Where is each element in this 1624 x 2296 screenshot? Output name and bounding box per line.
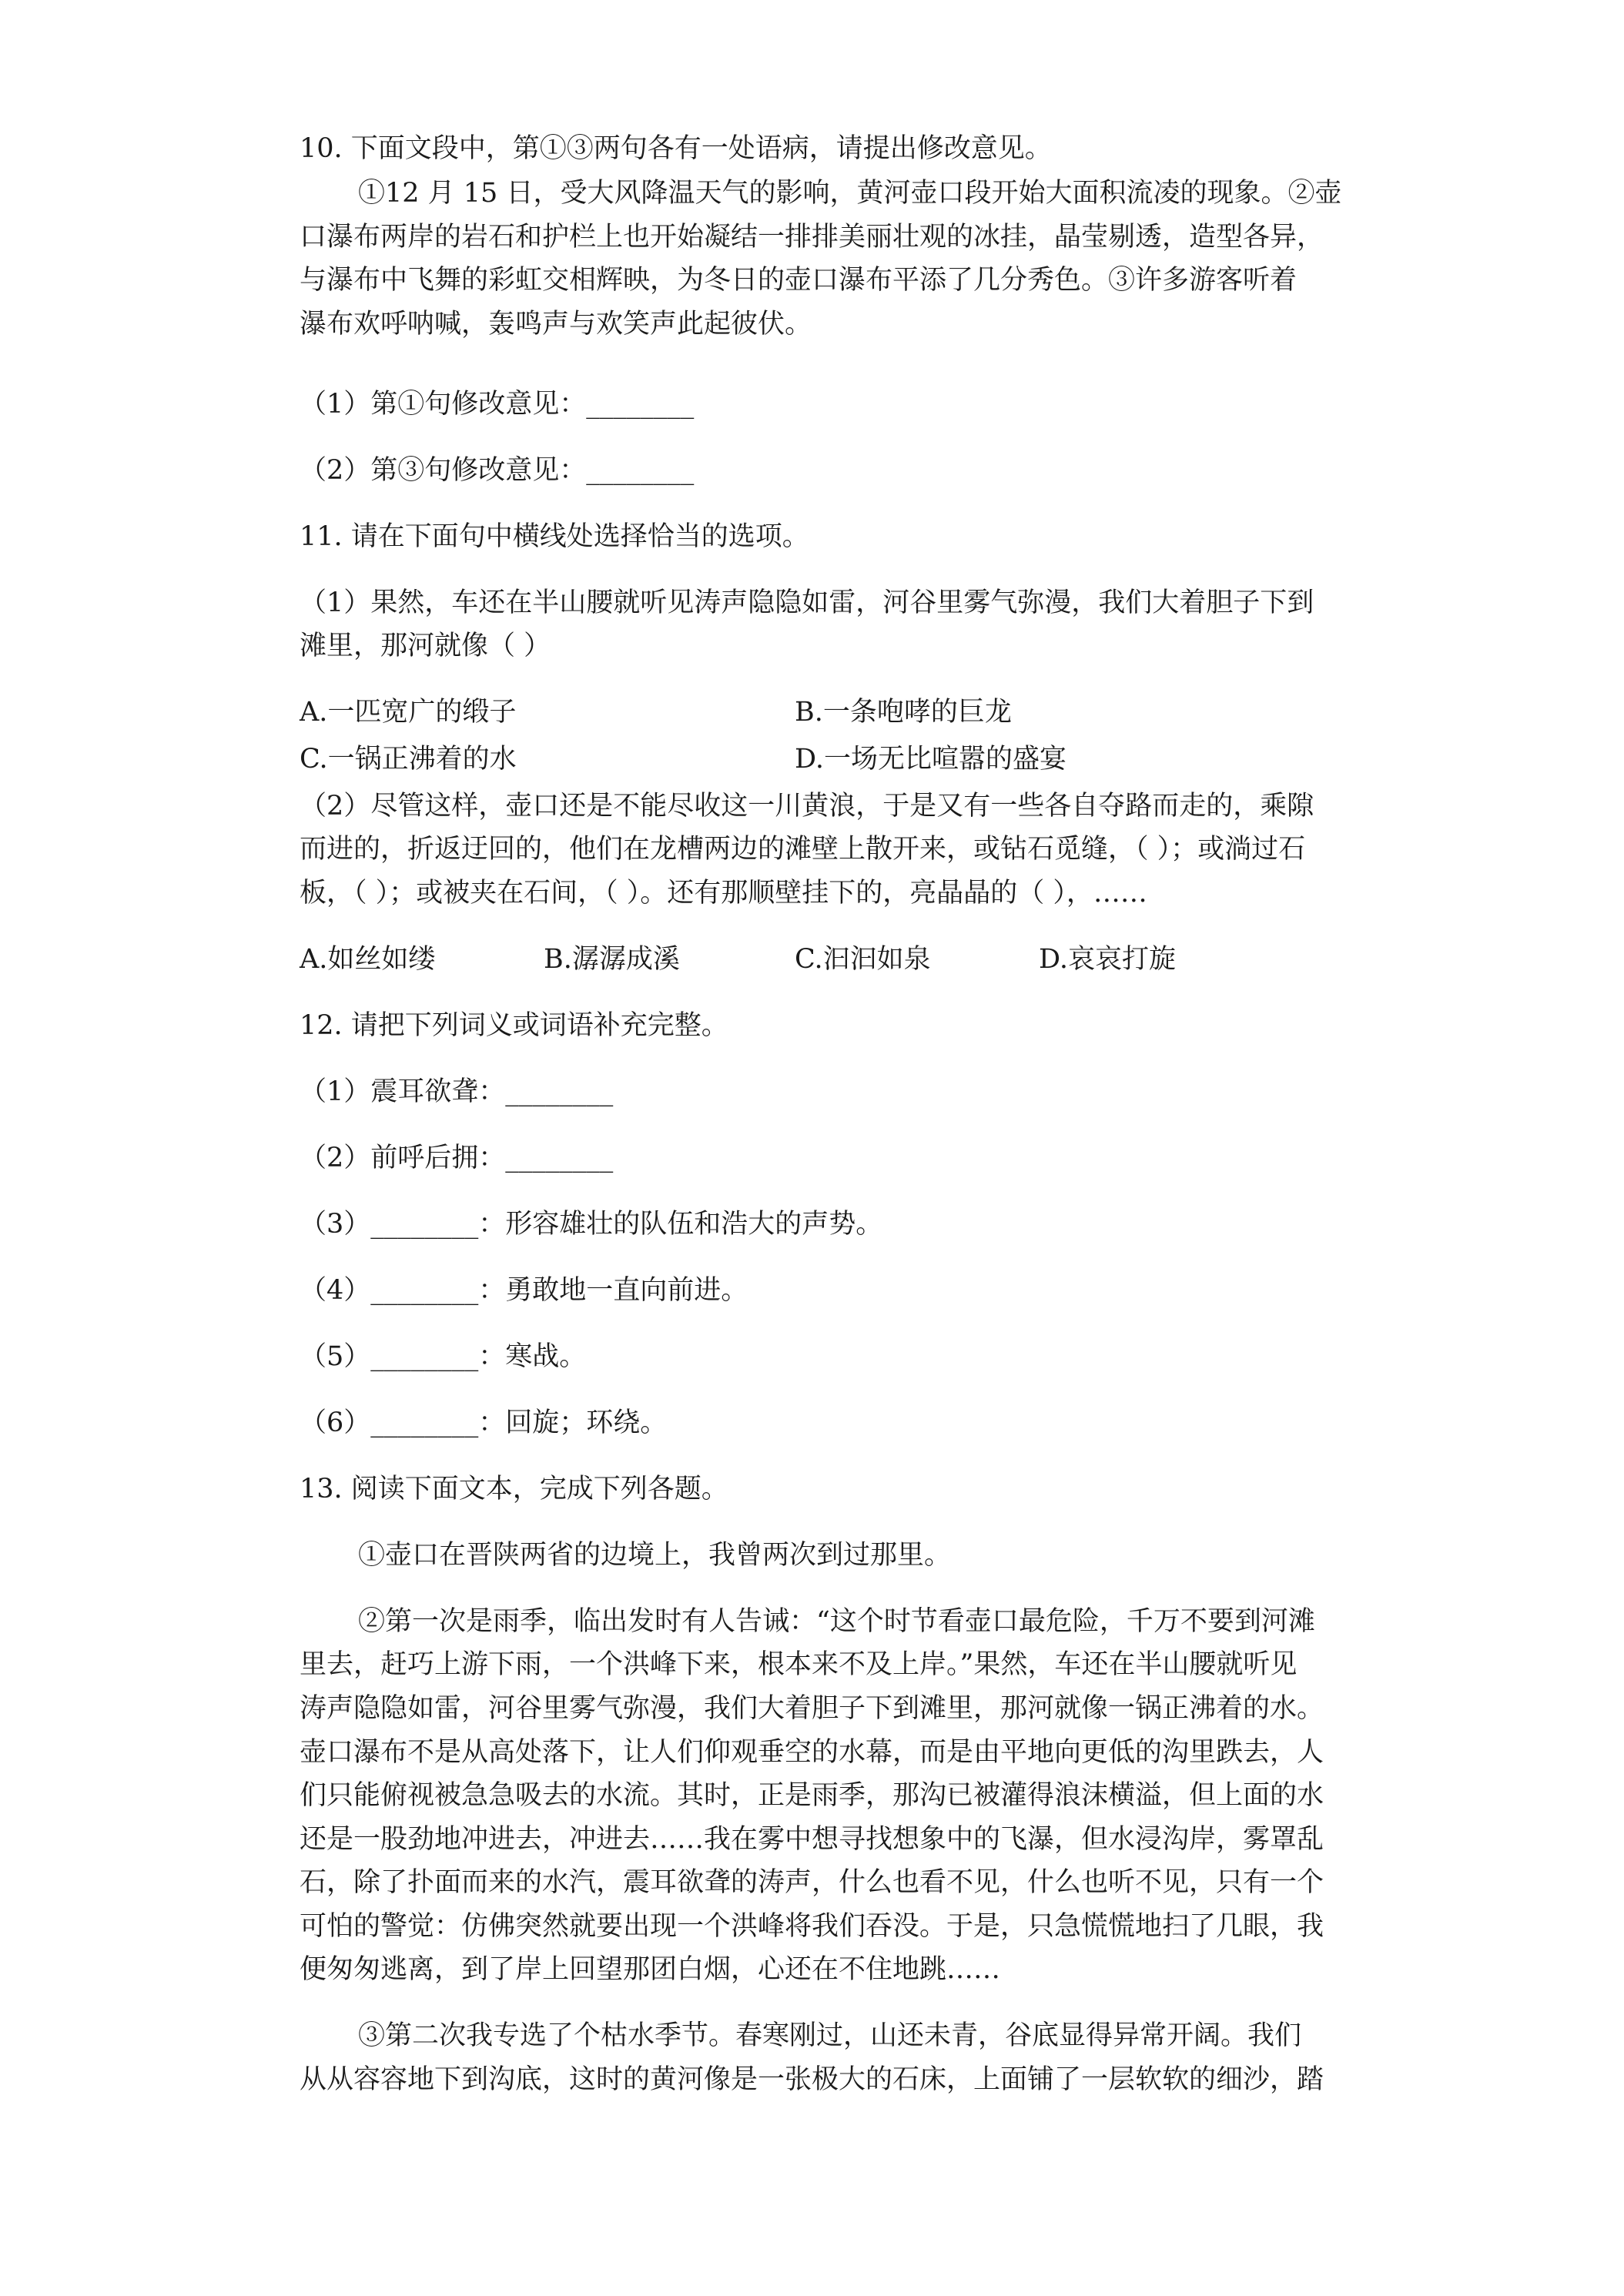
q12-item: （4）________：勇敢地一直向前进。 [300,1275,748,1306]
q10-passage-line: 口瀑布两岸的岩石和护栏上也开始凝结一排排美丽壮观的冰挂，晶莹剔透，造型各异， [300,222,1324,253]
q13-paragraph-2-line: 可怕的警觉：仿佛突然就要出现一个洪峰将我们吞没。于是，只急慌慌地扫了几眼，我 [300,1911,1324,1942]
q10-subquestion-1: （1）第①句修改意见：________ [300,389,695,420]
q13-paragraph-2-line: 还是一股劲地冲进去，冲进去……我在雾中想寻找想象中的飞瀑，但水浸沟岸，雾罩乱 [300,1824,1324,1855]
q13-paragraph-2-line: 便匆匆逃离，到了岸上回望那团白烟，心还在不住地跳…… [300,1954,1001,1985]
q12-item: （6）________：回旋；环绕。 [300,1407,668,1438]
q10-passage-line: 瀑布欢呼呐喊，轰鸣声与欢笑声此起彼伏。 [300,309,812,340]
q12-item: （5）________：寒战。 [300,1341,587,1372]
q10-passage-line: ①12 月 15 日，受大风降温天气的影响，黄河壶口段开始大面积流凌的现象。②壶 [358,178,1342,209]
q10-subquestion-2: （2）第③句修改意见：________ [300,455,695,486]
q13-paragraph-2-line: 里去，赶巧上游下雨，一个洪峰下来，根本来不及上岸。”果然，车还在半山腰就听见 [300,1649,1298,1680]
q13-paragraph-3-line: 从从容容地下到沟底，这时的黄河像是一张极大的石床，上面铺了一层软软的细沙，踏 [300,2064,1324,2095]
q13-paragraph-2-line: 们只能俯视被急急吸去的水流。其时，正是雨季，那沟已被灌得浪沫横溢，但上面的水 [300,1780,1324,1811]
q11-part2-line: （2）尽管这样，壶口还是不能尽收这一川黄浪，于是又有一些各自夺路而走的，乘隙 [300,791,1314,822]
q13-paragraph-1: ①壶口在晋陕两省的边境上，我曾两次到过那里。 [358,1540,952,1571]
q11-title: 11. 请在下面句中横线处选择恰当的选项。 [300,521,809,552]
q11-part1-line: 滩里，那河就像（ ） [300,631,551,661]
q12-item: （2）前呼后拥：________ [300,1143,614,1173]
q11-part1-option-c: C.一锅正沸着的水 [300,744,517,775]
q12-title: 12. 请把下列词义或词语补充完整。 [300,1010,728,1041]
q13-title: 13. 阅读下面文本，完成下列各题。 [300,1474,728,1504]
q13-paragraph-2-line: 石，除了扑面而来的水汽，震耳欲聋的涛声，什么也看不见，什么也听不见，只有一个 [300,1867,1324,1898]
q11-part2-option-a: A.如丝如缕 [300,944,436,975]
q13-paragraph-2-line: 涛声隐隐如雷，河谷里雾气弥漫，我们大着胆子下到滩里，那河就像一锅正沸着的水。 [300,1693,1324,1724]
q11-part2-line: 而进的，折返迂回的，他们在龙槽两边的滩壁上散开来，或钻石觅缝，（ ）；或淌过石 [300,834,1306,865]
q11-part2-option-c: C.汩汩如泉 [795,944,931,975]
q13-paragraph-2-line: ②第一次是雨季，临出发时有人告诫：“这个时节看壶口最危险，千万不要到河滩 [358,1606,1315,1637]
q11-part2-line: 板，（ ）；或被夹在石间，（ ）。还有那顺壁挂下的，亮晶晶的（ ），…… [300,878,1147,909]
q11-part1-line: （1）果然，车还在半山腰就听见涛声隐隐如雷，河谷里雾气弥漫，我们大着胆子下到 [300,587,1314,618]
q11-part1-option-a: A.一匹宽广的缎子 [300,697,517,728]
q12-item: （3）________：形容雄壮的队伍和浩大的声势。 [300,1209,883,1240]
q12-item: （1）震耳欲聋：________ [300,1076,614,1107]
q10-passage-line: 与瀑布中飞舞的彩虹交相辉映，为冬日的壶口瀑布平添了几分秀色。③许多游客听着 [300,265,1298,296]
q11-part1-option-b: B.一条咆哮的巨龙 [795,697,1012,728]
q11-part2-option-d: D.哀哀打旋 [1039,944,1176,975]
q13-paragraph-2-line: 壶口瀑布不是从高处落下，让人们仰观垂空的水幕，而是由平地向更低的沟里跌去，人 [300,1737,1324,1768]
q13-paragraph-3-line: ③第二次我专选了个枯水季节。春寒刚过，山还未青，谷底显得异常开阔。我们 [358,2020,1302,2051]
q11-part2-option-b: B.潺潺成溪 [544,944,680,975]
q10-title: 10. 下面文段中，第①③两句各有一处语病，请提出修改意见。 [300,133,1052,164]
q11-part1-option-d: D.一场无比喧嚣的盛宴 [795,744,1066,775]
